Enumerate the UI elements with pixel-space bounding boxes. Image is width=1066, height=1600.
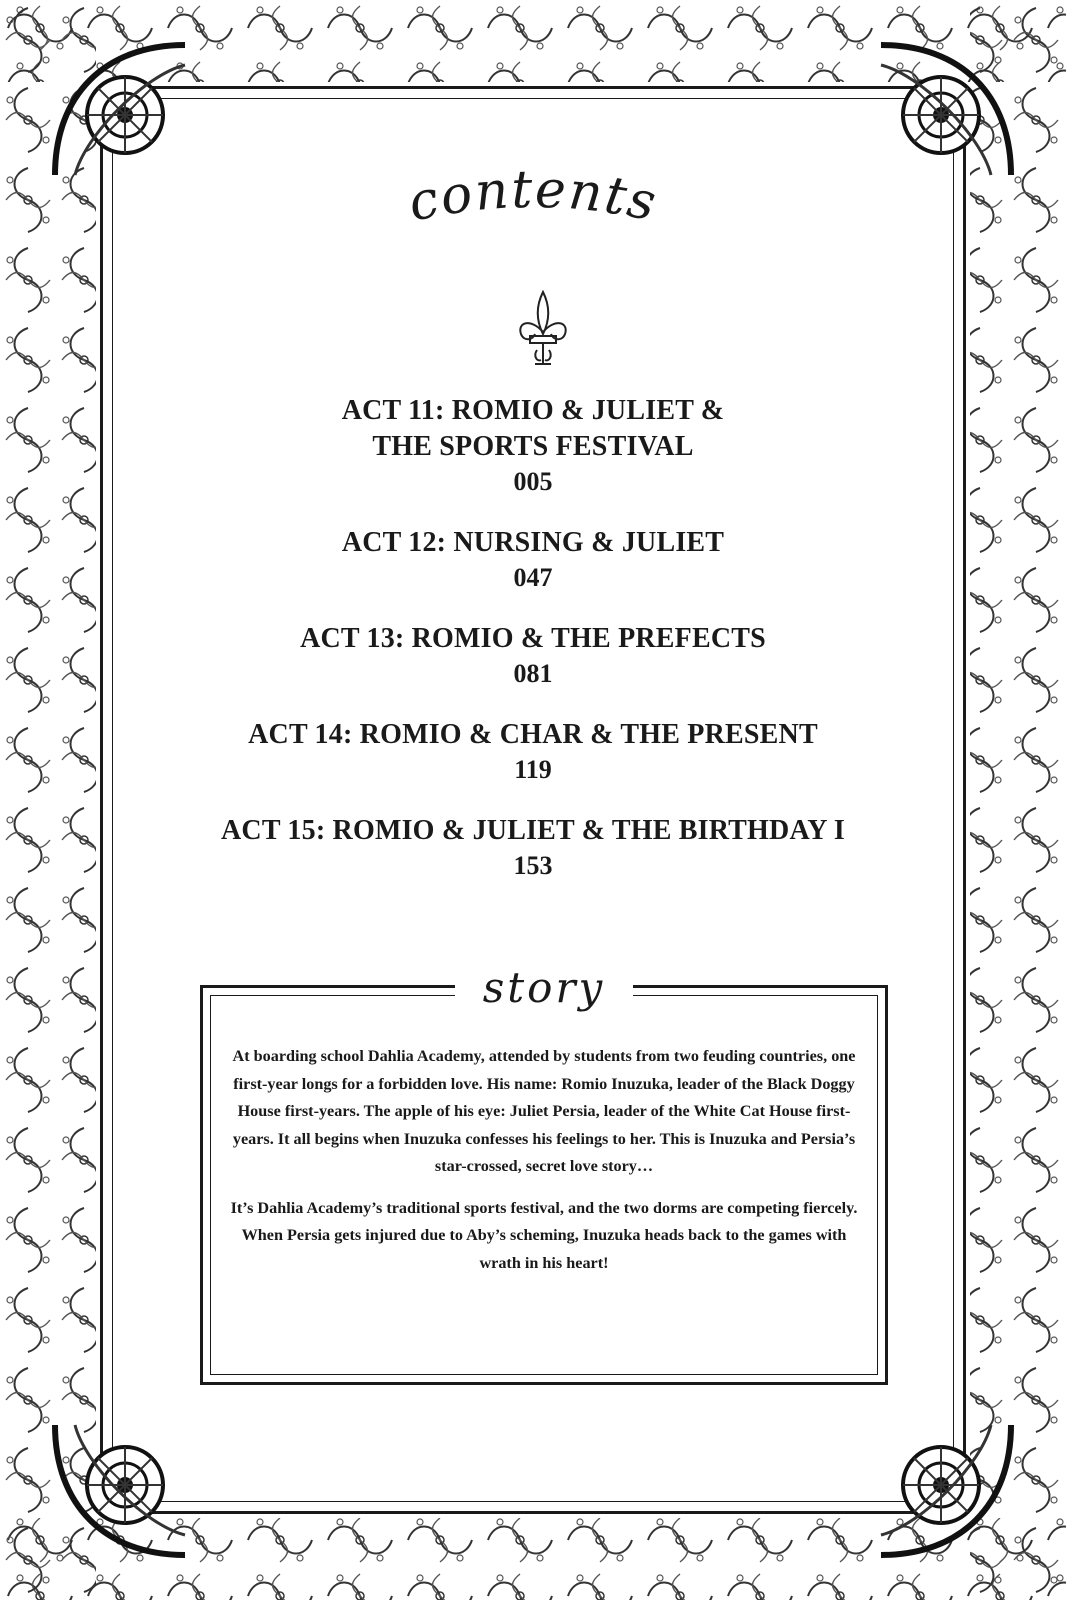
- toc-entry-act-14[interactable]: [120, 717, 946, 787]
- toc-entry-title: ACT 13: ROMIO & THE PREFECTS: [300, 623, 766, 654]
- story-heading-text: story: [482, 963, 606, 1012]
- toc-entry-act-13[interactable]: [120, 621, 946, 691]
- fleur-de-lis-icon: [513, 288, 573, 370]
- corner-ornament-top-right: [871, 35, 1021, 185]
- toc-entry-page: 153: [513, 851, 553, 880]
- table-of-contents: [120, 393, 946, 909]
- toc-entry-title: ACT 12: NURSING & JULIET: [341, 527, 725, 558]
- contents-heading-text: contents: [403, 170, 663, 234]
- toc-entry-title: ACT 14: ROMIO & CHAR & THE PRESENT: [248, 719, 818, 750]
- toc-entry-act-15[interactable]: [120, 813, 946, 883]
- toc-entry-page: 081: [513, 659, 553, 688]
- toc-entry-page: 005: [513, 467, 553, 496]
- toc-entry-title: ACT 11: ROMIO & JULIET & THE SPORTS FESTIVAL: [341, 395, 725, 462]
- toc-entry-title: ACT 15: ROMIO & JULIET & THE BIRTHDAY I: [221, 815, 845, 846]
- corner-ornament-bottom-left: [45, 1415, 195, 1565]
- corner-ornament-bottom-right: [871, 1415, 1021, 1565]
- toc-entry-page: 047: [513, 563, 553, 592]
- story-summary: [230, 1043, 858, 1291]
- story-paragraph: At boarding school Dahlia Academy, attended by students from two feuding countries, one first-year longs for a forbidden love. His name: Romio Inuzuka, leader of the Black Doggy House first-years. The apple of his eye: Juliet Persia, leader of the White Cat House first-years. It all begins when Inuzuka confesses his feelings to her. This is Inuzuka and Persia’s star-crossed, secret love story…: [232, 1047, 856, 1175]
- corner-ornament-top-left: [45, 35, 195, 185]
- story-heading: [455, 960, 633, 1020]
- story-paragraph: It’s Dahlia Academy’s traditional sports festival, and the two dorms are competing fiercely. When Persia gets injured due to Aby’s scheming, Inuzuka heads back to the games with wrath in his heart!: [230, 1198, 858, 1272]
- svg-text:contents: [403, 170, 663, 234]
- contents-heading: [333, 170, 733, 250]
- toc-entry-act-12[interactable]: [120, 525, 946, 595]
- toc-entry-act-11[interactable]: [120, 393, 946, 499]
- toc-entry-page: 119: [514, 755, 552, 784]
